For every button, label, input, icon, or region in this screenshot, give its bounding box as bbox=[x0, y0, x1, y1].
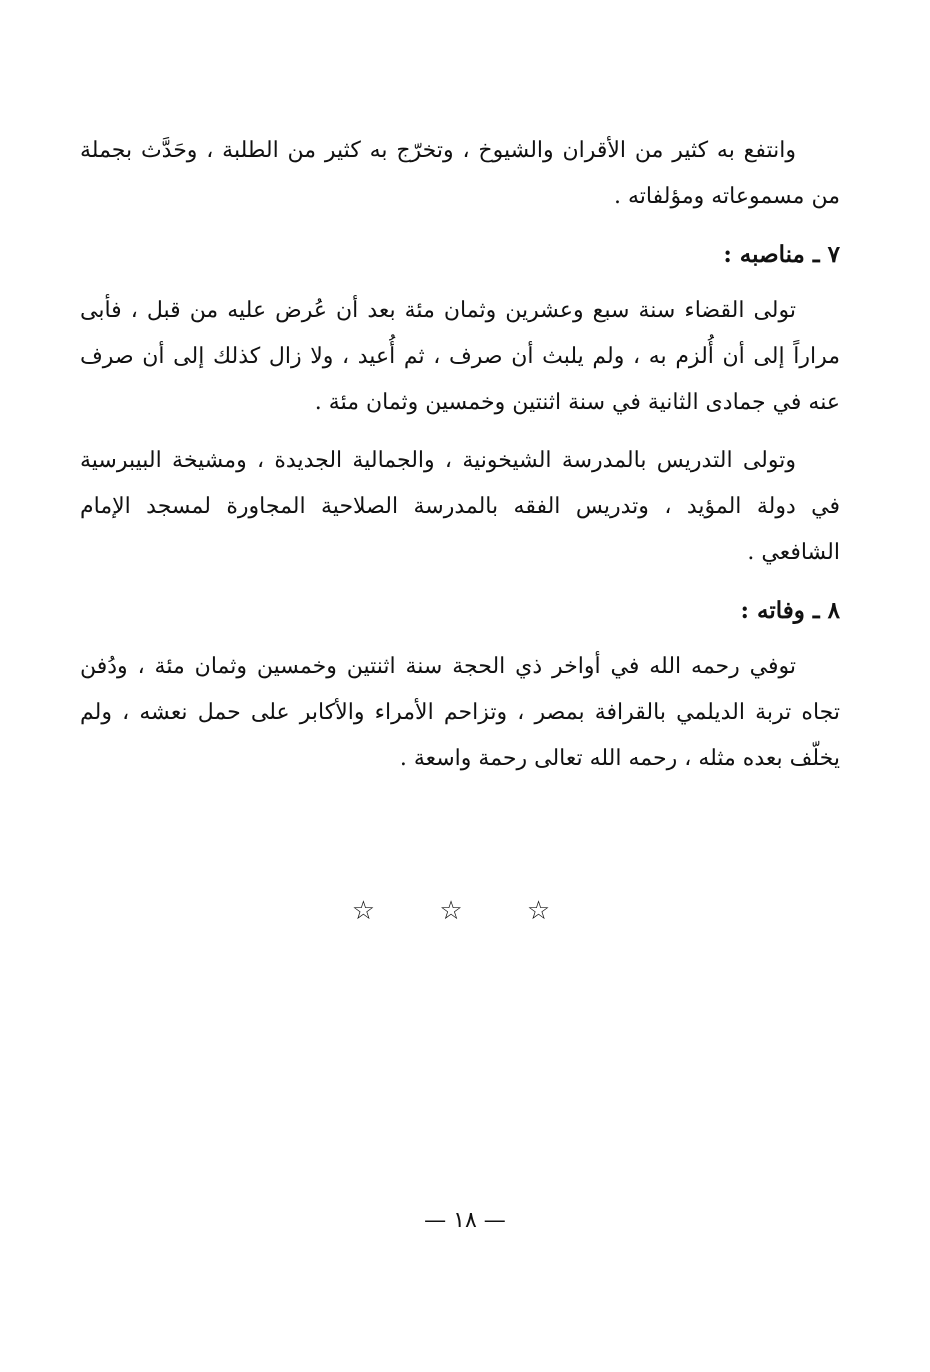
paragraph-death: توفي رحمه الله في أواخر ذي الحجة سنة اثنتين وخمسين وثمان مئة ، ودُفن تجاه تربة الديلمي بالقرافة بمصر ، وتزاحم الأمراء والأكابر على حمل نعشه ، ولم يخلّف بعده مثله ، رحمه الله تعالى رحمة واسعة . bbox=[80, 654, 840, 771]
paragraph-judiciary: تولى القضاء سنة سبع وعشرين وثمان مئة بعد أن عُرض عليه من قبل ، فأبى مراراً إلى أن أُلزم به ، ولم يلبث أن صرف ، ثم أُعيد ، ولا زال كذلك إلى أن صرف عنه في جمادى الثانية في سنة اثنتين وخمسين وثمان مئة . bbox=[80, 298, 840, 415]
section-heading-positions: ٧ ـ مناصبه : bbox=[723, 241, 840, 268]
paragraph-teaching-posts: وتولى التدريس بالمدرسة الشيخونية ، والجمالية الجديدة ، ومشيخة البيبرسية في دولة المؤيد ، وتدريس الفقه بالمدرسة الصلاحية المجاورة لمسجد الإمام الشافعي . bbox=[80, 448, 841, 565]
page-number: — ١٨ — bbox=[424, 1208, 506, 1233]
section-heading-death: ٨ ـ وفاته : bbox=[740, 597, 840, 624]
stars-ornament: ☆ ☆ ☆ bbox=[351, 896, 579, 926]
main-text bbox=[80, 128, 840, 794]
paragraph-teaching: وانتفع به كثير من الأقران والشيوخ ، وتخرّج به كثير من الطلبة ، وحَدَّث بجملة من مسموعاته ومؤلفاته . bbox=[80, 138, 840, 209]
